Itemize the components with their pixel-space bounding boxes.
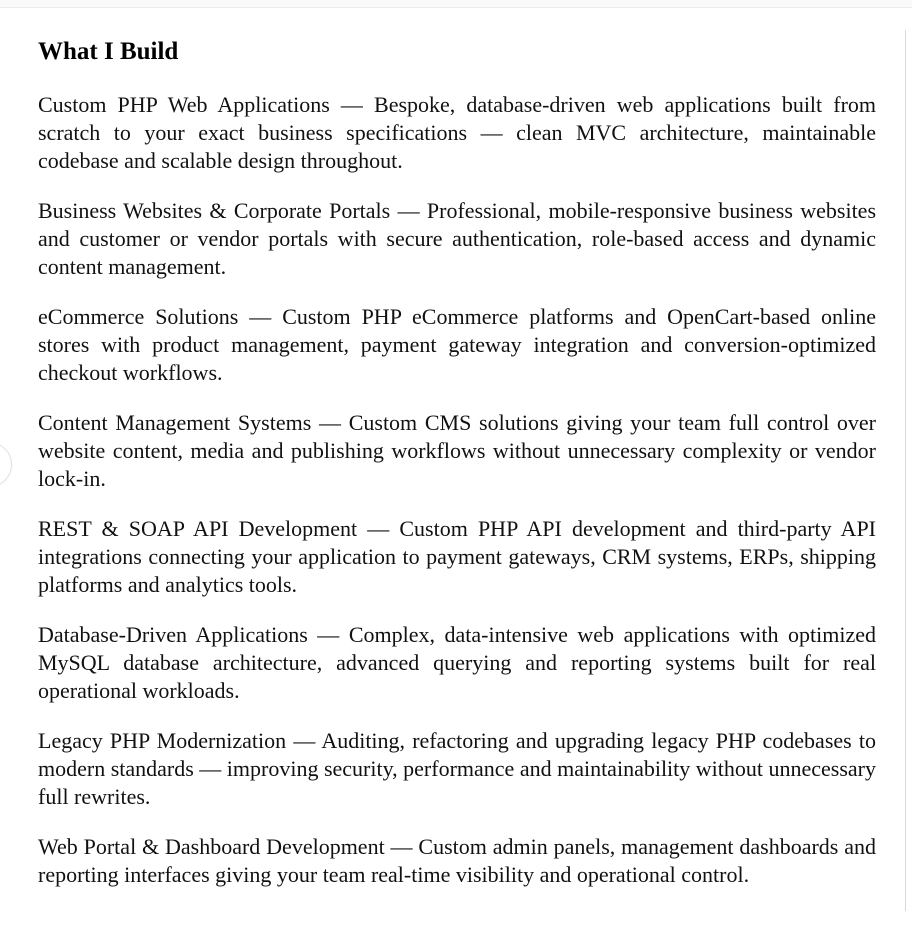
service-item-rest-soap-api-development bbox=[38, 515, 876, 599]
service-name: Web Portal & Dashboard Development bbox=[38, 834, 385, 859]
service-description: Custom PHP API development and third-party API integrations connecting your application to payment gateways, CRM systems, ERPs, shipping platforms and analytics tools. bbox=[38, 516, 877, 597]
service-item-custom-php-web-applications bbox=[38, 91, 876, 175]
separator: — bbox=[286, 728, 322, 753]
service-name: Legacy PHP Modernization bbox=[38, 728, 287, 753]
separator: — bbox=[390, 198, 427, 223]
service-description: Bespoke, database-driven web applications built from scratch to your exact business specifications — clean MVC architecture, maintainable codebase and scalable design throughout. bbox=[38, 92, 877, 173]
service-item-ecommerce-solutions bbox=[38, 303, 876, 387]
separator: — bbox=[357, 516, 400, 541]
service-item-database-driven-applications bbox=[38, 621, 876, 705]
service-description: Complex, data-intensive web applications with optimized MySQL database architecture, advanced querying and reporting systems built for real operational workloads. bbox=[38, 622, 876, 703]
service-item-content-management-systems bbox=[38, 409, 876, 493]
service-description: Custom PHP eCommerce platforms and OpenCart-based online stores with product management, payment gateway integration and conversion-optimized checkout workflows. bbox=[38, 304, 876, 385]
service-description: Custom admin panels, management dashboards and reporting interfaces giving your team real-time visibility and operational control. bbox=[38, 834, 876, 887]
service-name: Business Websites & Corporate Portals bbox=[38, 198, 391, 223]
service-name: REST & SOAP API Development bbox=[38, 516, 358, 541]
separator: — bbox=[384, 834, 419, 859]
service-description: Professional, mobile-responsive business websites and customer or vendor portals with secure authentication, role-based access and dynamic content management. bbox=[38, 198, 877, 279]
service-name: eCommerce Solutions bbox=[38, 304, 239, 329]
separator: — bbox=[307, 622, 349, 647]
section-title: What I Build bbox=[38, 38, 179, 65]
service-name: Content Management Systems bbox=[38, 410, 312, 435]
service-item-web-portal-dashboard-development bbox=[38, 833, 876, 889]
separator: — bbox=[311, 410, 349, 435]
service-item-legacy-php-modernization bbox=[38, 727, 876, 811]
separator: — bbox=[238, 304, 283, 329]
service-item-business-websites-corporate-portals bbox=[38, 197, 876, 281]
separator: — bbox=[329, 92, 375, 117]
service-description: Custom CMS solutions giving your team full control over website content, media and publishing workflows without unnecessary complexity or vendor lock-in. bbox=[38, 410, 877, 491]
service-name: Custom PHP Web Applications bbox=[38, 92, 330, 117]
service-name: Database-Driven Applications bbox=[38, 622, 308, 647]
service-description: Auditing, refactoring and upgrading legacy PHP codebases to modern standards — improving security, performance and maintainability without unnecessary full rewrites. bbox=[38, 728, 877, 809]
